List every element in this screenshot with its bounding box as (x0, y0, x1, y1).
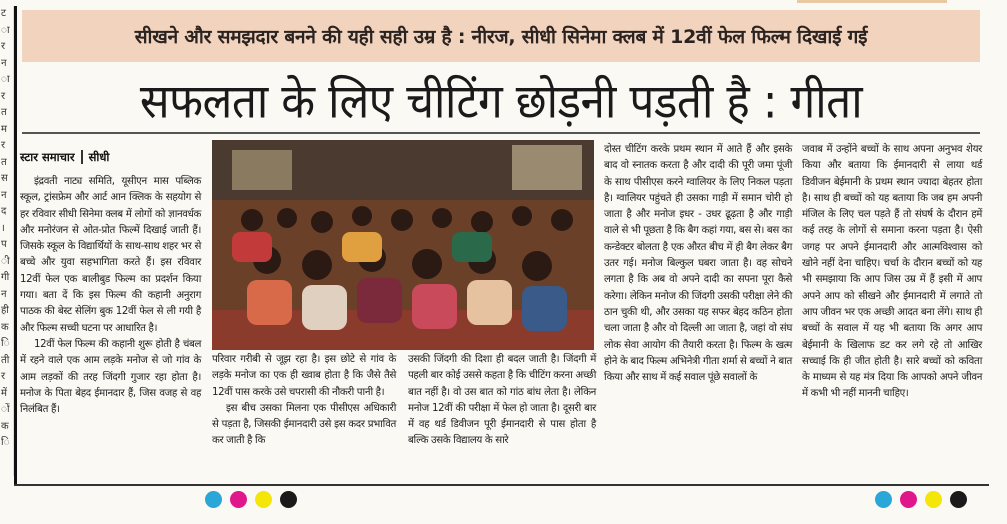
byline (20, 150, 109, 165)
registration-marks-left (205, 491, 297, 508)
magenta-dot (900, 491, 917, 508)
margin-letter: ही (1, 305, 9, 316)
margin-letter: न (1, 189, 7, 201)
magenta-dot (230, 491, 247, 508)
byline-agency: स्टार समाचार (20, 150, 75, 164)
cyan-dot (875, 491, 892, 508)
margin-letter: त (1, 107, 7, 118)
paragraph: इंद्रवती नाट्य समिति, यूसीएन मास पब्लिक स्कूल, ट्रांसफ्रेम और आर्ट आन क्लिक के सहयोग से हर रविवार सीधी सिनेमा क्लब में लोगों को ज्ञानवर्धक और मनोरंजन से ओत-प्रोत फिल्में दिखाई जाती हैं। जिसके स्कूल के विद्यार्थियों के साथ-साथ शहर भर से बच्चे और युवा सहभागिता करते हैं। इस रविवार 12वीं फेल एक बालीबुड फिल्म का प्रदर्शन किया गया। बता दें कि इस फिल्म की कहानी अनुराग पाठक की बेस्ट सेलिंग बुक 12वीं फेल से ली गयी है और फिल्म सच्ची घटना पर आधारित है। (20, 176, 201, 334)
byline-place: सीधी (81, 150, 110, 164)
margin-letter: स (1, 173, 8, 184)
margin-letter: क (1, 321, 9, 333)
bottom-rule (14, 484, 989, 486)
margin-letter: त (1, 156, 7, 168)
yellow-dot (255, 491, 272, 508)
adjacent-column-fragment (0, 6, 14, 476)
margin-letter: गी (1, 272, 10, 283)
registration-marks-right (875, 491, 967, 508)
margin-letter: में (1, 387, 7, 399)
paragraph: उसकी जिंदगी की दिशा ही बदल जाती है। जिंदगी में पहली बार कोई उससे कहता है कि चीटिंग करना अच्छी बात नहीं है। वो उस बात को गांठ बांध लेता है। लेकिन मनोज 12वीं की परीक्षा में फेल हो जाता है। दूसरी बार में वह थर्ड डिवीजन पूरी ईमानदारी से पास होता है बल्कि उसके विद्यालय के सारे (408, 354, 596, 447)
margin-letter: र (1, 140, 6, 151)
article-column-4 (604, 142, 792, 386)
margin-letter: ट (1, 8, 7, 19)
article-column-3 (408, 352, 596, 450)
margin-letter: र (1, 90, 6, 102)
paragraph: दोस्त चीटिंग करके प्रथम स्थान में आते हैं और इसके बाद वो स्नातक करता है और दादी की पूरी जमा पूंजी के साथ पीसीएस करने ग्वालियर के लिए निकल पड़ता है। ग्वालियर पहुंचते ही उसका गाड़ी में समान चोरी हो जाता है और मनोज इधर - उधर ढूढ़ता है और गाड़ी वाले से भी पूछता है कि बैग कहां गया, बस से। बस का कन्डेक्टर बोलता है एक औरत बीच में ही बैग लेकर बैग उतर गई। मनोज बिल्कुल घबरा जाता है। वह सोचने लगता है कि अब वो अपने दादी का सपना पूरा कैसे करेगा। लेकिन मनोज की जिंदगी उसकी परीक्षा लेने की ठान चुकी थी, और उसका यह सफर बेहद कठिन होता चला जाता है और वो दिल्ली आ जाता है, जहां वो संघ लोक सेवा आयोग की तैयारी करता है। फिल्म के खत्म होने के बाद फिल्म अभिनेत्री गीता शर्मा से बच्चों ने बात किया और साथ में कई सवाल पूंछे सवालों के (604, 144, 792, 384)
article-column-2 (212, 352, 396, 450)
margin-letter: न (1, 288, 7, 300)
audience-photo-icon (212, 140, 594, 350)
black-dot (950, 491, 967, 508)
margin-letter: ती (1, 354, 10, 366)
audience-photo (212, 140, 594, 350)
margin-letter: र (1, 371, 6, 382)
yellow-dot (925, 491, 942, 508)
article-column-1 (20, 174, 201, 418)
margin-letter: ा (1, 24, 10, 36)
margin-letter: क (1, 420, 9, 432)
margin-letter: म (1, 123, 7, 135)
paragraph: परिवार गरीबी से जूझ रहा है। इस छोटे से गांव के लड़के मनोज का एक ही ख्वाब होता है कि जैसे तैसे 12वीं पास करके उसे चपरासी की नौकरी पानी है। (212, 354, 396, 398)
margin-letter: प (1, 239, 7, 250)
margin-letter: द (1, 206, 7, 217)
headline-text: सफलता के लिए चीटिंग छोड़नी पड़ती है : गीता (139, 74, 863, 130)
margin-letter: ि (1, 437, 10, 448)
paragraph: 12वीं फेल फिल्म की कहानी शुरू होती है चंबल में रहने वाले एक आम लड़के मनोज से जो गांव के आम लड़कों की तरह जिंदगी गुजार रहा होता है। मनोज के पिता बेहद ईमानदार हैं, जिस वजह से वह निलंबित हैं। (20, 338, 201, 416)
cyan-dot (205, 491, 222, 508)
paragraph: इस बीच उसका मिलना एक पीसीएस अधिकारी से पड़ता है, जिसकी ईमानदारी उसे इस कदर प्रभावित कर जाती है कि (212, 402, 396, 447)
kicker-banner (22, 10, 980, 62)
margin-letter: ी (1, 255, 10, 267)
paragraph: जवाब में उन्होंने बच्चों के साथ अपना अनुभव शेयर किया और बताया कि ईमानदारी से लाया थर्ड डिवीजन बेईमानी के प्रथम स्थान ज्यादा बेहतर होता है। साथ ही बच्चों को यह बताया कि जब हम अपनी मंजिल के लिए चल पड़ते हैं तो संघर्ष के दौरान हमें कई तरह के लोगों से समाना करना पड़ता है। ऐसी जगह पर अपने ईमानदारी और आत्मविश्वास को खोने नहीं देना चाहिए। चर्चा के दौरान बच्चों को यह भी समझाया कि आप जिस उम्र में हैं इसी में आप अपने आप को सीखने और ईमानदारी में लगाते तो आप जीवन भर एक अच्छी आदत बना लेंगे। साथ ही बच्चों के सवाल में यह भी बताया कि अगर आप बेईमानी के खिलाफ डट कर लगे रहे तो आखिर सच्चाई कि ही जीत होती है। सारे बच्चों को कविता के माध्यम से यह मंत्र दिया कि आपको अपने जीवन में कभी भी नहीं माननी चाहिए। (802, 144, 982, 400)
margin-letter: ा (1, 74, 10, 85)
black-dot (280, 491, 297, 508)
margin-letter: ि (1, 338, 10, 349)
article-column-5 (802, 142, 982, 403)
kicker-text: सीखने और समझदार बनने की यही सही उम्र है : नीरज, सीधी सिनेमा क्लब में 12वीं फेल फिल्म दिखाई गई (134, 26, 868, 48)
margin-letter: र (1, 41, 6, 52)
top-strip (0, 0, 1007, 6)
margin-letter: । (1, 222, 5, 234)
top-strip-bar (797, 0, 947, 3)
margin-letter: न (1, 57, 7, 69)
left-rule (14, 6, 17, 486)
headline (22, 66, 980, 134)
margin-letter: ों (1, 404, 10, 415)
